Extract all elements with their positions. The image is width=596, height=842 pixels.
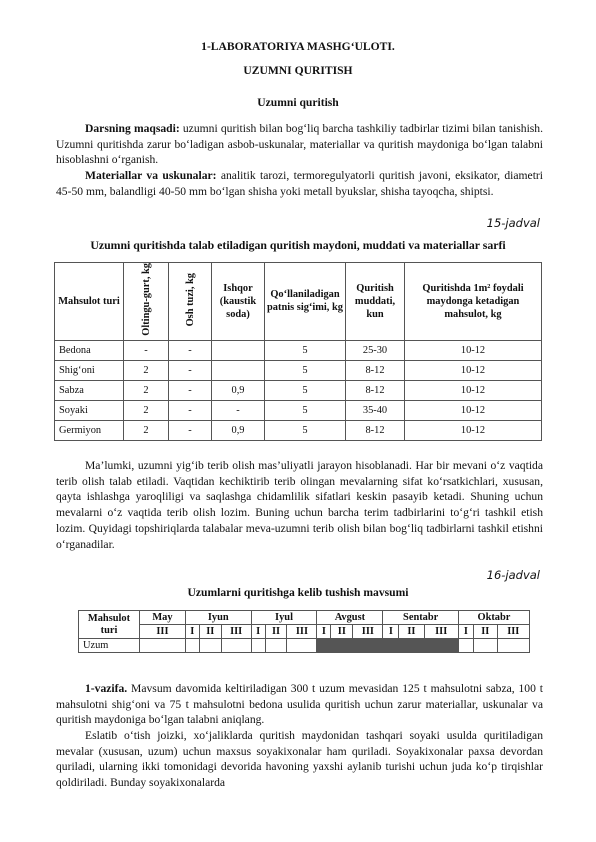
season-cell <box>251 639 265 653</box>
row-product-name: Soyaki <box>55 400 124 420</box>
header-tray-capacity: Qo‘llaniladigan patnis sig‘imi, kg <box>265 263 346 341</box>
table-row <box>55 380 542 400</box>
table-cell: - <box>169 340 212 360</box>
table-cell: 8-12 <box>346 380 405 400</box>
table-row <box>55 340 542 360</box>
season-cell <box>199 639 221 653</box>
row-product-name: Bedona <box>55 340 124 360</box>
materials-label: Materiallar va uskunalar: <box>85 169 217 182</box>
table16-month-row <box>79 611 530 625</box>
table-cell: 10-12 <box>405 340 542 360</box>
season-cell <box>458 639 473 653</box>
table-cell: 10-12 <box>405 400 542 420</box>
month-header: Iyun <box>185 611 251 625</box>
table16-decade-row <box>79 625 530 639</box>
table-row <box>55 400 542 420</box>
season-cell-filled <box>317 639 331 653</box>
table15-number: 15-jadval <box>486 216 540 230</box>
table-cell: - <box>212 400 265 420</box>
table-row <box>55 420 542 440</box>
lab-title: 1-LABORATORIYA MASHG‘ULOTI. <box>201 40 395 53</box>
table16-title: Uzumlarni quritishga kelib tushish mavsumi <box>187 586 409 599</box>
table-cell: 2 <box>124 380 169 400</box>
table-cell: 5 <box>265 420 346 440</box>
season-cell <box>473 639 497 653</box>
season-table <box>78 610 530 653</box>
goal-paragraph <box>56 121 543 168</box>
decade-header: III <box>287 625 317 639</box>
section-title: Uzumni quritish <box>257 96 339 109</box>
task-label: 1-vazifa. <box>85 682 128 695</box>
season-cell-filled <box>331 639 353 653</box>
season-cell-filled <box>424 639 458 653</box>
season-cell <box>287 639 317 653</box>
season-cell <box>185 639 199 653</box>
table-cell: 5 <box>265 400 346 420</box>
task-text: Mavsum davomida keltiriladigan 300 t uzum mevasidan 125 t mahsulotni sabza, 100 t mahsulotni shig‘oni va 75 t mahsulotni bedona usulida quritish uchun zarur materiallar, uskunalar va quritish maydoniga bo‘lgan talabni aniqlang. <box>56 682 543 727</box>
soyakixona-paragraph: Eslatib o‘tish joizki, xo‘jaliklarda quritish maydonidan tashqari soyaki usulda quritiladigan mevalar (xususan, uzum) uchun maxsus soyakixonalar ham quriladi. Soyakixonalar paxsa devordan quriladi, ularning ikki tomonidagi devorida havoning yaxshi aylanib turishi uchun juda ko‘p tirqishlar qoldiriladi. Bunday soyakixonalarda <box>56 729 543 790</box>
table-cell: 10-12 <box>405 420 542 440</box>
header-product-type: Mahsulot turi <box>79 611 140 639</box>
month-header: Oktabr <box>458 611 529 625</box>
table-cell: 8-12 <box>346 420 405 440</box>
main-title: UZUMNI QURITISH <box>243 64 353 77</box>
table-cell: 0,9 <box>212 380 265 400</box>
decade-header: I <box>317 625 331 639</box>
drying-requirements-table <box>54 262 542 441</box>
table-cell: 25-30 <box>346 340 405 360</box>
body-paragraph: Ma’lumki, uzumni yig‘ib terib olish mas’uliyatli jarayon hisoblanadi. Har bir mevani o‘z vaqtida terib olish talab etiladi. Vaqtidan kechiktirib terib olingan mevalarning sifat ko‘rsatkichlari, xususan, qayta ishlashga yaroqliligi va saqlashga chidamlilik sifatlari keskin pasayib ketadi. Shuning uchun mevalarni o‘z vaqtida terib olish lozim. Buning uchun barcha terim tadbirlarini to‘g‘ri tashkil etish lozim. Quyidagi topshiriqlarda talabalar meva-uzumni terib olish bilan bog‘liq tadbirlarni tashkil etishni o‘rganadilar. <box>56 459 543 551</box>
table-cell <box>212 360 265 380</box>
header-salt-label: Osh tuzi, kg <box>184 272 196 327</box>
season-cell <box>221 639 251 653</box>
table-cell: 5 <box>265 340 346 360</box>
decade-header: I <box>458 625 473 639</box>
table-cell: 10-12 <box>405 360 542 380</box>
table-cell <box>212 340 265 360</box>
header-sulfur <box>124 263 169 341</box>
table-cell: 2 <box>124 400 169 420</box>
header-product: Mahsulot turi <box>55 263 124 341</box>
decade-header: I <box>251 625 265 639</box>
table-cell: 5 <box>265 360 346 380</box>
table-cell: 5 <box>265 380 346 400</box>
table-cell: 2 <box>124 420 169 440</box>
decade-header: III <box>353 625 383 639</box>
decade-header: II <box>473 625 497 639</box>
header-salt <box>169 263 212 341</box>
month-header: Sentabr <box>383 611 459 625</box>
goal-label: Darsning maqsadi: <box>85 122 180 135</box>
table-cell: - <box>169 380 212 400</box>
materials-text: analitik tarozi, termoregulyatorli quritish javoni, eksikator, diametri 45-50 mm, balandligi 40-50 mm bo‘lgan shisha yoki metall byukslar, shisha tayoqcha, shiptsi. <box>56 169 544 198</box>
month-header: Iyul <box>251 611 317 625</box>
season-cell-filled <box>353 639 383 653</box>
decade-header: II <box>265 625 287 639</box>
season-cell <box>140 639 186 653</box>
row-label-uzum: Uzum <box>79 639 140 653</box>
table-row <box>55 360 542 380</box>
table-cell: - <box>169 420 212 440</box>
row-product-name: Germiyon <box>55 420 124 440</box>
materials-paragraph <box>56 168 543 199</box>
decade-header: III <box>497 625 529 639</box>
table15-header-row <box>55 263 542 341</box>
decade-header: II <box>399 625 424 639</box>
table-cell: 2 <box>124 360 169 380</box>
table16-data-row <box>79 639 530 653</box>
row-product-name: Sabza <box>55 380 124 400</box>
decade-header: II <box>199 625 221 639</box>
decade-header: III <box>221 625 251 639</box>
season-cell <box>265 639 287 653</box>
decade-header: III <box>424 625 458 639</box>
month-header: May <box>140 611 186 625</box>
decade-header: I <box>383 625 399 639</box>
decade-header: I <box>185 625 199 639</box>
table-cell: - <box>124 340 169 360</box>
table15-title: Uzumni quritishda talab etiladigan quritish maydoni, muddati va materiallar sarfi <box>90 238 506 252</box>
decade-header: II <box>331 625 353 639</box>
header-yield-per-m2: Quritishda 1m² foydali maydonga ketadigan mahsulot, kg <box>405 263 542 341</box>
header-alkali: Ishqor (kaustik soda) <box>212 263 265 341</box>
table-cell: 8-12 <box>346 360 405 380</box>
table15-body <box>55 340 542 440</box>
decade-header: III <box>140 625 186 639</box>
table16-number: 16-jadval <box>486 568 540 582</box>
season-cell <box>497 639 529 653</box>
season-cell-filled <box>383 639 399 653</box>
month-header: Avgust <box>317 611 383 625</box>
table-cell: 10-12 <box>405 380 542 400</box>
table-cell: 35-40 <box>346 400 405 420</box>
table-cell: - <box>169 400 212 420</box>
table-cell: - <box>169 360 212 380</box>
header-sulfur-label: Oltingu-gurt, kg <box>140 263 152 336</box>
task-paragraph <box>56 681 543 728</box>
row-product-name: Shig‘oni <box>55 360 124 380</box>
table-cell: 0,9 <box>212 420 265 440</box>
header-drying-period: Quritish muddati, kun <box>346 263 405 341</box>
season-cell-filled <box>399 639 424 653</box>
goal-text: uzumni quritish bilan bog‘liq barcha tashkiliy tadbirlar tizimi bilan tanishish. Uzumni quritishda zarur bo‘ladigan asbob-uskunalar, materiallar va quritish maydoniga bo‘lgan talabni hisoblashni o‘rganish. <box>56 122 543 167</box>
